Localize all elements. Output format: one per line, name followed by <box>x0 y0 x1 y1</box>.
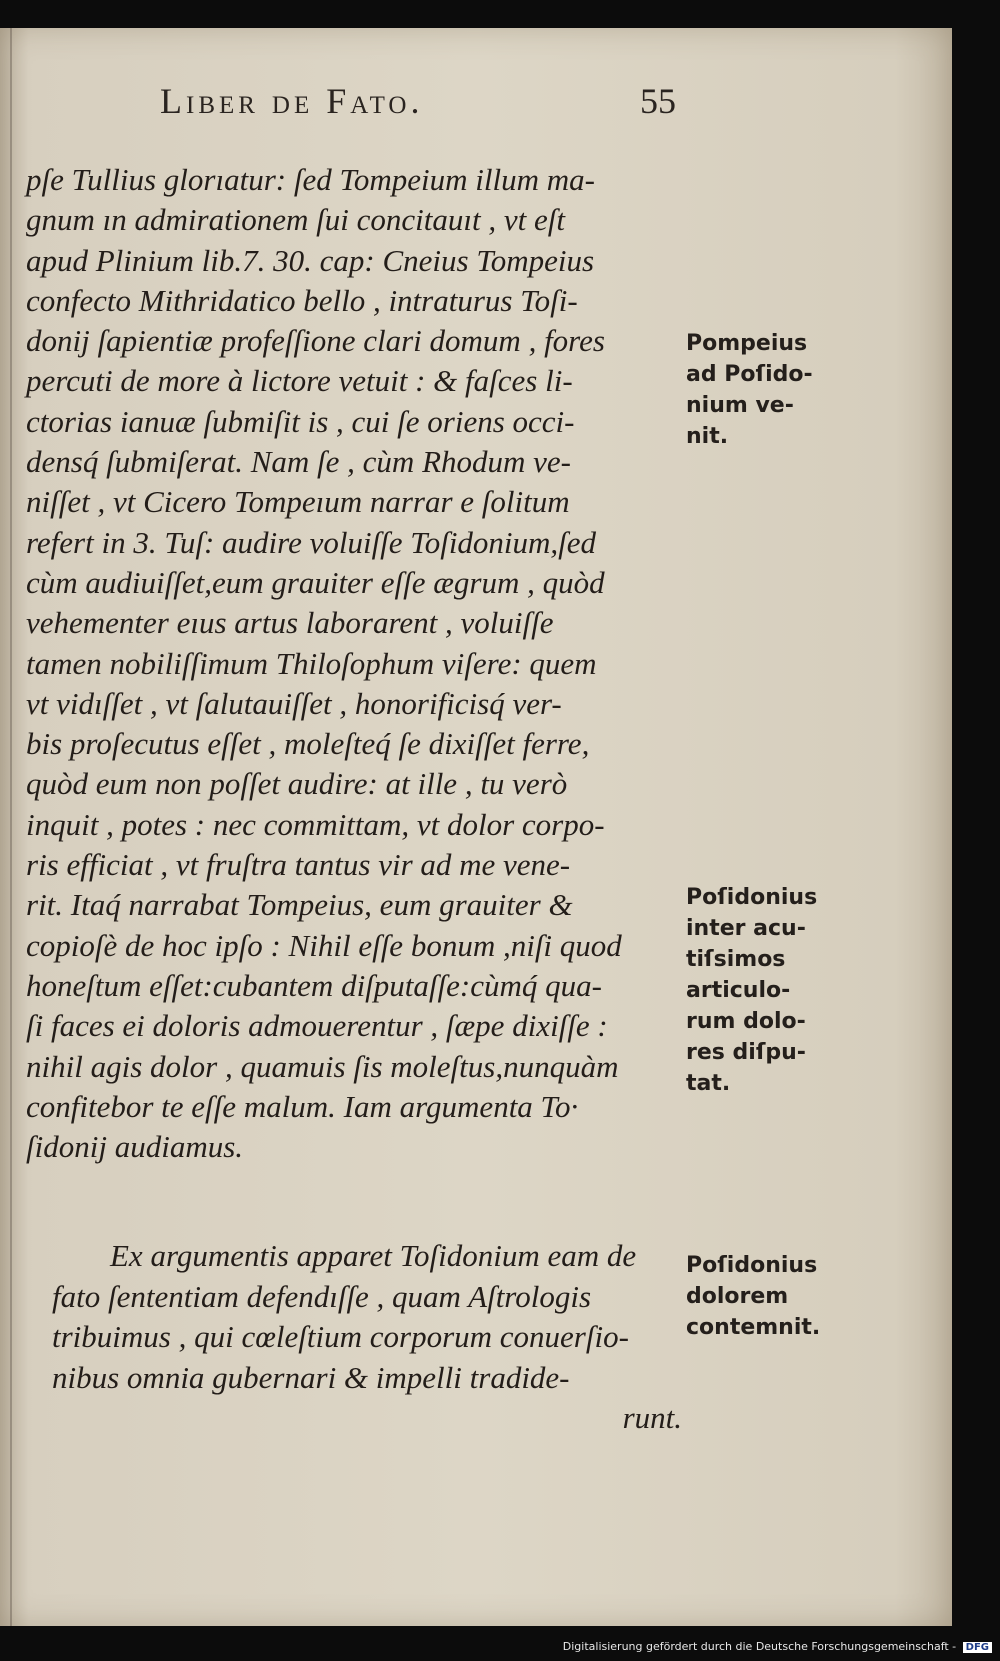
main-text-block <box>26 160 676 1167</box>
marginal-note-line: nit. <box>686 424 729 449</box>
text-line: apud Plinium lib.7. 30. cap: Cneius Tompeius <box>26 242 595 278</box>
marginal-note-line: Poſidonius <box>686 1253 818 1278</box>
text-line: percuti de more à lictore vetuit : & faſces li- <box>26 363 573 399</box>
marginal-note-posidonius-contemnit <box>686 1250 856 1343</box>
text-line: vehementer eıus artus laborarent , voluiſſe <box>26 605 554 641</box>
marginal-note-line: articulo- <box>686 978 791 1003</box>
credit-text: Digitalisierung gefördert durch die Deutsche Forschungsgemeinschaft - <box>562 1640 957 1653</box>
marginal-note-line: dolorem <box>686 1284 789 1309</box>
text-line: niſſet , vt Cicero Tompeıum narrar e ſolitum <box>26 484 570 520</box>
text-line: Ex argumentis apparet Toſidonium eam de <box>110 1238 637 1273</box>
text-line: inquit , potes : nec committam, vt dolor corpo- <box>26 806 605 842</box>
text-line: tribuimus , qui cœleſtium corporum conuerſio- <box>52 1319 629 1354</box>
text-line: gnum ın admirationem ſui concitauıt , vt eſt <box>26 202 565 238</box>
text-line: copioſè de hoc ipſo : Nihil eſſe bonum ,niſi quod <box>26 927 622 963</box>
page-number: 55 <box>640 81 676 121</box>
dfg-logo: DFG <box>963 1642 992 1653</box>
marginal-note-posidonius-disputat <box>686 882 856 1099</box>
marginal-note-line: tat. <box>686 1071 731 1096</box>
text-line: confecto Mithridatico bello , intraturus Toſi- <box>26 282 578 318</box>
marginal-note-line: inter acu- <box>686 916 806 941</box>
marginal-note-line: nium ve- <box>686 393 794 418</box>
text-line: ris efficiat , vt fruſtra tantus vir ad me vene- <box>26 847 571 883</box>
text-line: rit. Itaq́ narrabat Tompeius, eum grauiter & <box>26 887 573 923</box>
marginal-note-line: contemnit. <box>686 1315 821 1340</box>
digitization-credit <box>563 1640 992 1653</box>
marginal-note-line: Pompeius <box>686 331 808 356</box>
text-line: refert in 3. Tuſ: audire voluiſſe Toſidonium,ſed <box>26 524 597 560</box>
text-line: donij ſapientiæ profeſſione clari domum , fores <box>26 323 605 359</box>
text-line: bis proſecutus eſſet , moleſteq́ ſe dixiſſet ferre, <box>26 726 590 762</box>
page-edge-line <box>10 28 12 1626</box>
text-line: confitebor te eſſe malum. Iam argumenta To· <box>26 1088 579 1124</box>
text-line: honeſtum eſſet:cubantem diſputaſſe:cùmq́ qua- <box>26 967 602 1003</box>
text-line: pſe Tullius glorıatur: ſed Tompeium illum ma- <box>26 162 595 197</box>
marginal-note-line: ad Poſido- <box>686 362 813 387</box>
text-line: ſi faces ei doloris admouerentur , ſæpe dixiſſe : <box>26 1008 608 1044</box>
text-line: ctorias ianuæ ſubmiſit is , cui ſe oriens occi- <box>26 403 575 439</box>
text-line: runt. <box>622 1400 682 1435</box>
marginal-note-pompeius <box>686 328 856 452</box>
book-page <box>0 28 952 1626</box>
text-line: nihil agis dolor , quamuis ſis moleſtus,nunquàm <box>26 1048 619 1084</box>
text-line: vt vidıſſet , vt ſalutauiſſet , honorificisq́ ver- <box>26 685 562 721</box>
text-line: quòd eum non poſſet audire: at ille , tu verò <box>26 766 568 802</box>
marginal-note-line: Poſidonius <box>686 885 818 910</box>
text-line: fato ſententiam defendıſſe , quam Aſtrologis <box>52 1278 592 1314</box>
text-line: tamen nobiliſſimum Thiloſophum viſere: quem <box>26 645 597 681</box>
second-paragraph <box>52 1236 682 1439</box>
running-header-title: Liber de Fato. <box>160 81 424 121</box>
marginal-note-line: res diſpu- <box>686 1040 806 1065</box>
marginal-note-line: rum dolo- <box>686 1009 806 1034</box>
marginal-note-line: tiſsimos <box>686 947 786 972</box>
text-line: ſidonij audiamus. <box>26 1129 244 1165</box>
text-line: nibus omnia gubernari & impelli tradide- <box>52 1359 570 1395</box>
text-line: cùm audiuiſſet,eum grauiter eſſe ægrum , quòd <box>26 564 605 600</box>
text-line: densq́ ſubmiſerat. Nam ſe , cùm Rhodum ve- <box>26 444 571 480</box>
